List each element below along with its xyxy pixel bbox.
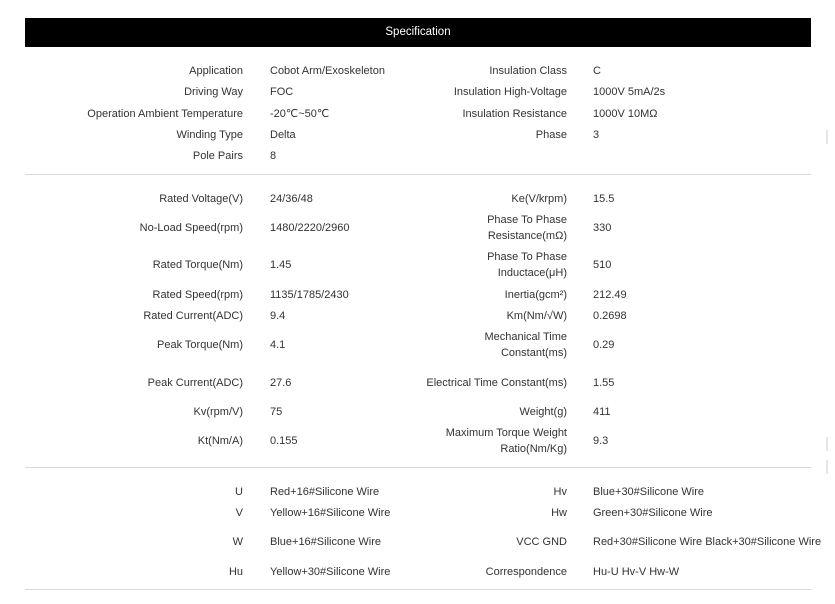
spec-row bbox=[0, 329, 835, 361]
spec-row bbox=[0, 127, 835, 143]
spec-value: Red+30#Silicone Wire Black+30#Silicone Wire bbox=[593, 536, 822, 548]
spec-value: 15.5 bbox=[593, 193, 615, 205]
spec-value: 0.29 bbox=[593, 339, 615, 351]
spec-value: 9.3 bbox=[593, 435, 609, 447]
spec-label: Winding Type bbox=[176, 129, 243, 141]
spec-label: Correspondence bbox=[485, 566, 567, 578]
spec-label: Insulation High-Voltage bbox=[453, 86, 567, 98]
spec-value: 212.49 bbox=[593, 289, 627, 301]
spec-label: Hv bbox=[553, 486, 567, 498]
spec-row bbox=[0, 191, 835, 207]
spec-label: Pole Pairs bbox=[192, 150, 243, 162]
spec-row bbox=[0, 564, 835, 580]
spec-value: 0.155 bbox=[270, 435, 298, 447]
spec-value: Blue+16#Silicone Wire bbox=[270, 536, 381, 548]
spec-value: 9.4 bbox=[270, 310, 286, 322]
spec-label: W bbox=[232, 536, 243, 548]
spec-row bbox=[0, 287, 835, 303]
spec-row bbox=[0, 308, 835, 324]
spec-label: Hw bbox=[551, 507, 567, 519]
edge-fragment bbox=[826, 460, 828, 474]
spec-label: V bbox=[235, 507, 243, 519]
spec-label: Rated Speed(rpm) bbox=[152, 289, 243, 301]
spec-value: Cobot Arm/Exoskeleton bbox=[270, 65, 385, 77]
spec-value: Blue+30#Silicone Wire bbox=[593, 486, 704, 498]
spec-label: Kv(rpm/V) bbox=[193, 406, 243, 418]
spec-row bbox=[0, 484, 835, 500]
spec-row bbox=[0, 106, 835, 122]
spec-value: C bbox=[593, 65, 601, 77]
spec-label: Weight(g) bbox=[519, 406, 567, 418]
spec-row bbox=[0, 212, 835, 244]
spec-value: 510 bbox=[593, 259, 612, 271]
spec-value: Yellow+30#Silicone Wire bbox=[270, 566, 391, 578]
spec-label: Km(Nm/√W) bbox=[506, 310, 567, 322]
spec-label: VCC GND bbox=[516, 536, 567, 548]
spec-value: 1135/1785/2430 bbox=[270, 289, 349, 301]
spec-value: 0.2698 bbox=[593, 310, 627, 322]
spec-value: 1480/2220/2960 bbox=[270, 222, 350, 234]
spec-row bbox=[0, 526, 835, 558]
spec-label: Operation Ambient Temperature bbox=[87, 108, 243, 120]
specification-header bbox=[25, 18, 811, 47]
spec-value: 330 bbox=[593, 222, 612, 234]
spec-label bbox=[420, 148, 567, 164]
spec-value: 1.55 bbox=[593, 377, 615, 389]
spec-row bbox=[0, 249, 835, 281]
spec-value: 24/36/48 bbox=[270, 193, 313, 205]
spec-value: Yellow+16#Silicone Wire bbox=[270, 507, 391, 519]
spec-label: Rated Current(ADC) bbox=[143, 310, 243, 322]
spec-label: Insulation Resistance bbox=[462, 108, 567, 120]
spec-value: 1000V 5mA/2s bbox=[593, 86, 666, 98]
spec-label: Peak Current(ADC) bbox=[147, 377, 243, 389]
spec-row bbox=[0, 84, 835, 100]
spec-value: 1.45 bbox=[270, 259, 292, 271]
spec-label: Maximum Torque Weight Ratio(Nm/Kg) bbox=[445, 427, 567, 455]
spec-row bbox=[0, 63, 835, 79]
section-divider bbox=[25, 174, 811, 175]
spec-label: Mechanical Time Constant(ms) bbox=[484, 331, 567, 359]
spec-value: Green+30#Silicone Wire bbox=[593, 507, 713, 519]
section-divider bbox=[25, 467, 811, 468]
spec-label: Electrical Time Constant(ms) bbox=[426, 377, 567, 389]
spec-row bbox=[0, 148, 835, 164]
spec-label: Rated Voltage(V) bbox=[159, 193, 243, 205]
spec-value: FOC bbox=[270, 86, 294, 98]
spec-value: 3 bbox=[593, 129, 600, 141]
spec-label: Insulation Class bbox=[489, 65, 567, 77]
spec-label: Phase To Phase Inductace(μH) bbox=[487, 251, 567, 279]
spec-value: 27.6 bbox=[270, 377, 292, 389]
spec-value: 4.1 bbox=[270, 339, 286, 351]
spec-value: 411 bbox=[593, 406, 611, 418]
spec-label: Inertia(gcm²) bbox=[504, 289, 567, 301]
spec-value: Hu-U Hv-V Hw-W bbox=[593, 566, 680, 578]
spec-label: Kt(Nm/A) bbox=[197, 435, 243, 447]
spec-value: 1000V 10MΩ bbox=[593, 108, 658, 120]
spec-row bbox=[0, 425, 835, 457]
spec-value: 75 bbox=[270, 406, 283, 418]
spec-label: Phase To Phase Resistance(mΩ) bbox=[487, 214, 567, 242]
spec-label: Peak Torque(Nm) bbox=[157, 339, 243, 351]
spec-row bbox=[0, 404, 835, 420]
spec-label: Application bbox=[189, 65, 243, 77]
spec-label: Hu bbox=[228, 566, 243, 578]
spec-value: 8 bbox=[270, 150, 277, 162]
spec-label: No-Load Speed(rpm) bbox=[139, 222, 243, 234]
specification-title: Specification bbox=[385, 26, 451, 38]
spec-label: Rated Torque(Nm) bbox=[152, 259, 243, 271]
spec-value: Delta bbox=[270, 129, 296, 141]
spec-label: Ke(V/krpm) bbox=[511, 193, 567, 205]
spec-row bbox=[0, 505, 835, 521]
spec-row bbox=[0, 367, 835, 399]
spec-value: Red+16#Silicone Wire bbox=[270, 486, 380, 498]
spec-value: -20℃~50℃ bbox=[270, 108, 330, 120]
spec-label: Phase bbox=[535, 129, 567, 141]
spec-label: U bbox=[235, 486, 243, 498]
section-divider bbox=[25, 589, 811, 590]
spec-label: Driving Way bbox=[184, 86, 243, 98]
spec-value bbox=[593, 148, 823, 164]
